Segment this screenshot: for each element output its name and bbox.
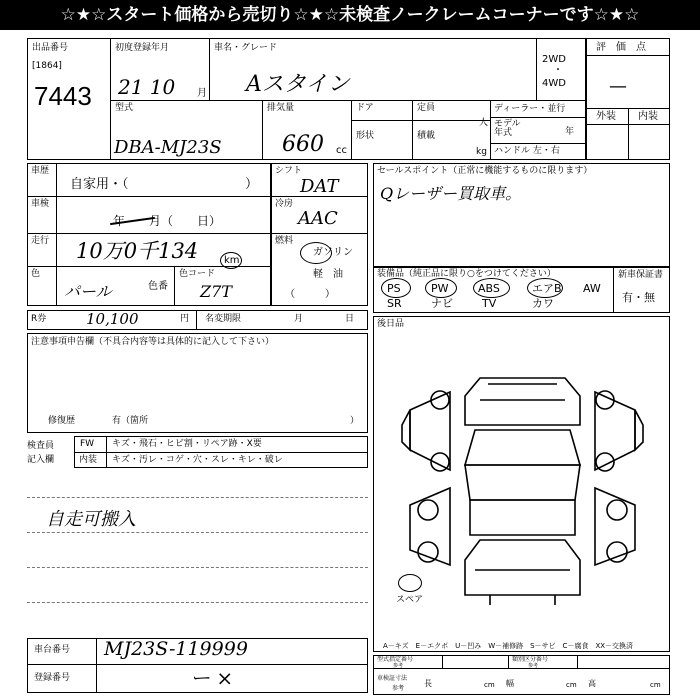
color-code-value: Z7T xyxy=(200,282,232,301)
equip-tv: TV xyxy=(482,297,497,310)
car-name-value: Aスタイン xyxy=(246,72,350,97)
mileage-label: 走行 xyxy=(31,236,50,246)
lot-number: 7443 xyxy=(34,81,92,111)
banner: ☆★☆スタート価格から売切り☆★☆未検査ノークレームコーナーです☆★☆ xyxy=(0,0,700,30)
first-reg-suffix: 月 xyxy=(197,88,207,99)
capacity-label: 定員 xyxy=(417,103,436,113)
displacement-unit: cc xyxy=(336,145,347,156)
equip-ps: PS xyxy=(387,282,401,295)
fuel-diesel: 軽 油 xyxy=(313,269,343,280)
fuel-paren: （ ） xyxy=(285,289,335,300)
color-code-label: 色コード xyxy=(179,269,216,279)
name-change-day: 日 xyxy=(345,314,355,324)
repair-value: 有（箇所 xyxy=(112,416,149,426)
mileage-unit: km xyxy=(224,255,240,266)
history-label: 車歴 xyxy=(31,166,50,176)
ac-value: AAC xyxy=(298,208,338,229)
color-value: パール xyxy=(64,282,112,301)
dim-length: 長 xyxy=(424,679,432,688)
lot-label: 出品番号 xyxy=(32,43,69,53)
notes-label: 注意事項申告欄（不具合内容等は具体的に記入して下さい） xyxy=(31,337,275,347)
mileage-value: 10万0千134 xyxy=(76,239,199,263)
equip-aw: AW xyxy=(583,282,601,295)
door-label: ドア xyxy=(356,103,374,113)
handle-label: ハンドル 左・右 xyxy=(494,146,560,156)
drive-2wd: 2WD xyxy=(542,54,566,65)
equip-airbag: エアB xyxy=(532,282,562,295)
first-reg-value: 21 10 xyxy=(118,75,176,99)
interior-tag: 内装 xyxy=(79,455,98,465)
exterior-label: 外装 xyxy=(596,111,616,122)
equip-leather: カワ xyxy=(532,297,554,310)
fuel-gas: ガソリン xyxy=(313,247,353,258)
reg-ref-label: 車検証寸法 xyxy=(377,675,408,682)
repair-label: 修復歴 xyxy=(48,416,76,426)
fuel-label: 燃料 xyxy=(275,236,294,246)
recycle-value: 10,100 xyxy=(86,310,139,328)
dim-height: 高 xyxy=(588,679,596,688)
recycle-row xyxy=(27,310,368,330)
after-label: 後日品 xyxy=(377,319,405,329)
fw-label: FW xyxy=(80,439,95,449)
warranty-label: 新車保証書 xyxy=(618,270,664,280)
displacement-value: 660 xyxy=(282,132,324,157)
dim-width-unit: cm xyxy=(566,681,577,689)
shaken-label: 車検 xyxy=(31,199,50,209)
form-sub-1: 参考 xyxy=(393,663,404,669)
lot-sub: [1864] xyxy=(32,61,62,71)
recycle-label: R券 xyxy=(31,314,47,324)
displacement-label: 排気量 xyxy=(267,103,295,113)
first-reg-label: 初度登録年月 xyxy=(115,43,170,53)
rating-label: 評 価 点 xyxy=(596,42,646,53)
reg-value: ー × xyxy=(190,666,234,690)
load-unit: kg xyxy=(476,147,487,157)
form-label-2: 類別区分番号 xyxy=(512,656,549,663)
model-year-label: モデル 年式 xyxy=(494,119,521,138)
type-label: 型式 xyxy=(115,103,134,113)
equip-pw: PW xyxy=(431,282,449,295)
equip-label: 装備品（純正品に限り○をつけてください） xyxy=(377,269,556,279)
fw-items: キズ・飛石・ヒビ割・リペア跡・X要 xyxy=(112,439,262,449)
warranty-value: 有・無 xyxy=(622,291,655,304)
form-sub-2: 参考 xyxy=(528,663,539,669)
shift-value: DAT xyxy=(300,176,339,197)
notes-box xyxy=(27,333,368,433)
history-value: 自家用・（ xyxy=(70,177,129,192)
repair-close: ） xyxy=(350,416,360,426)
equip-sr: SR xyxy=(387,297,402,310)
reg-label: 登録番号 xyxy=(34,673,71,683)
drive-dot: ・ xyxy=(553,65,563,76)
name-change-label: 名変期限 xyxy=(205,314,242,324)
equip-abs: ABS xyxy=(478,282,500,295)
inspector-label: 検査員 記入欄 xyxy=(27,441,55,465)
dim-length-unit: cm xyxy=(484,681,495,689)
ac-label: 冷房 xyxy=(275,199,294,209)
shift-label: シフト xyxy=(275,166,303,176)
chassis-label: 車台番号 xyxy=(34,645,71,655)
interior-items: キズ・汚レ・コゲ・穴・スレ・キレ・破レ xyxy=(112,455,283,465)
capacity-unit: 人 xyxy=(479,118,489,128)
history-close: ） xyxy=(245,177,259,192)
color-no-label: 色番 xyxy=(148,281,168,292)
spare-label: スペア xyxy=(396,595,424,605)
sales-value: Qレーザー買取車。 xyxy=(380,184,522,203)
car-diagram xyxy=(380,370,665,610)
model-year-unit: 年 xyxy=(565,127,575,137)
drive-4wd: 4WD xyxy=(542,78,566,89)
comment: 自走可搬入 xyxy=(46,509,136,530)
shape-label: 形状 xyxy=(356,131,375,141)
reg-ref-sub: 参考 xyxy=(392,685,405,692)
equip-navi: ナビ xyxy=(431,297,453,310)
name-change-month: 月 xyxy=(294,314,304,324)
type-value: DBA-MJ23S xyxy=(114,137,222,158)
load-label: 積載 xyxy=(417,131,436,141)
recycle-unit: 円 xyxy=(180,314,190,324)
sales-box xyxy=(373,163,670,267)
form-label-1: 型式指定番号 xyxy=(377,656,414,663)
dim-height-unit: cm xyxy=(650,681,661,689)
sales-label: セールスポイント（正常に機能するものに限ります） xyxy=(377,166,593,176)
chassis-value: MJ23S-119999 xyxy=(104,638,248,660)
dim-width: 幅 xyxy=(506,679,514,688)
shaken-value: 年 月（ 日） xyxy=(113,214,222,228)
rating-value: — xyxy=(609,76,631,97)
dealer-label: ディーラー・並行 xyxy=(494,104,566,114)
damage-legend: A－キズ E－エクボ U－凹み W－補修跡 S－サビ C－腐食 XX－交換済 xyxy=(383,642,634,650)
color-label: 色 xyxy=(31,269,41,279)
interior-label: 内装 xyxy=(638,111,658,122)
car-name-label: 車名・グレード xyxy=(214,43,278,53)
